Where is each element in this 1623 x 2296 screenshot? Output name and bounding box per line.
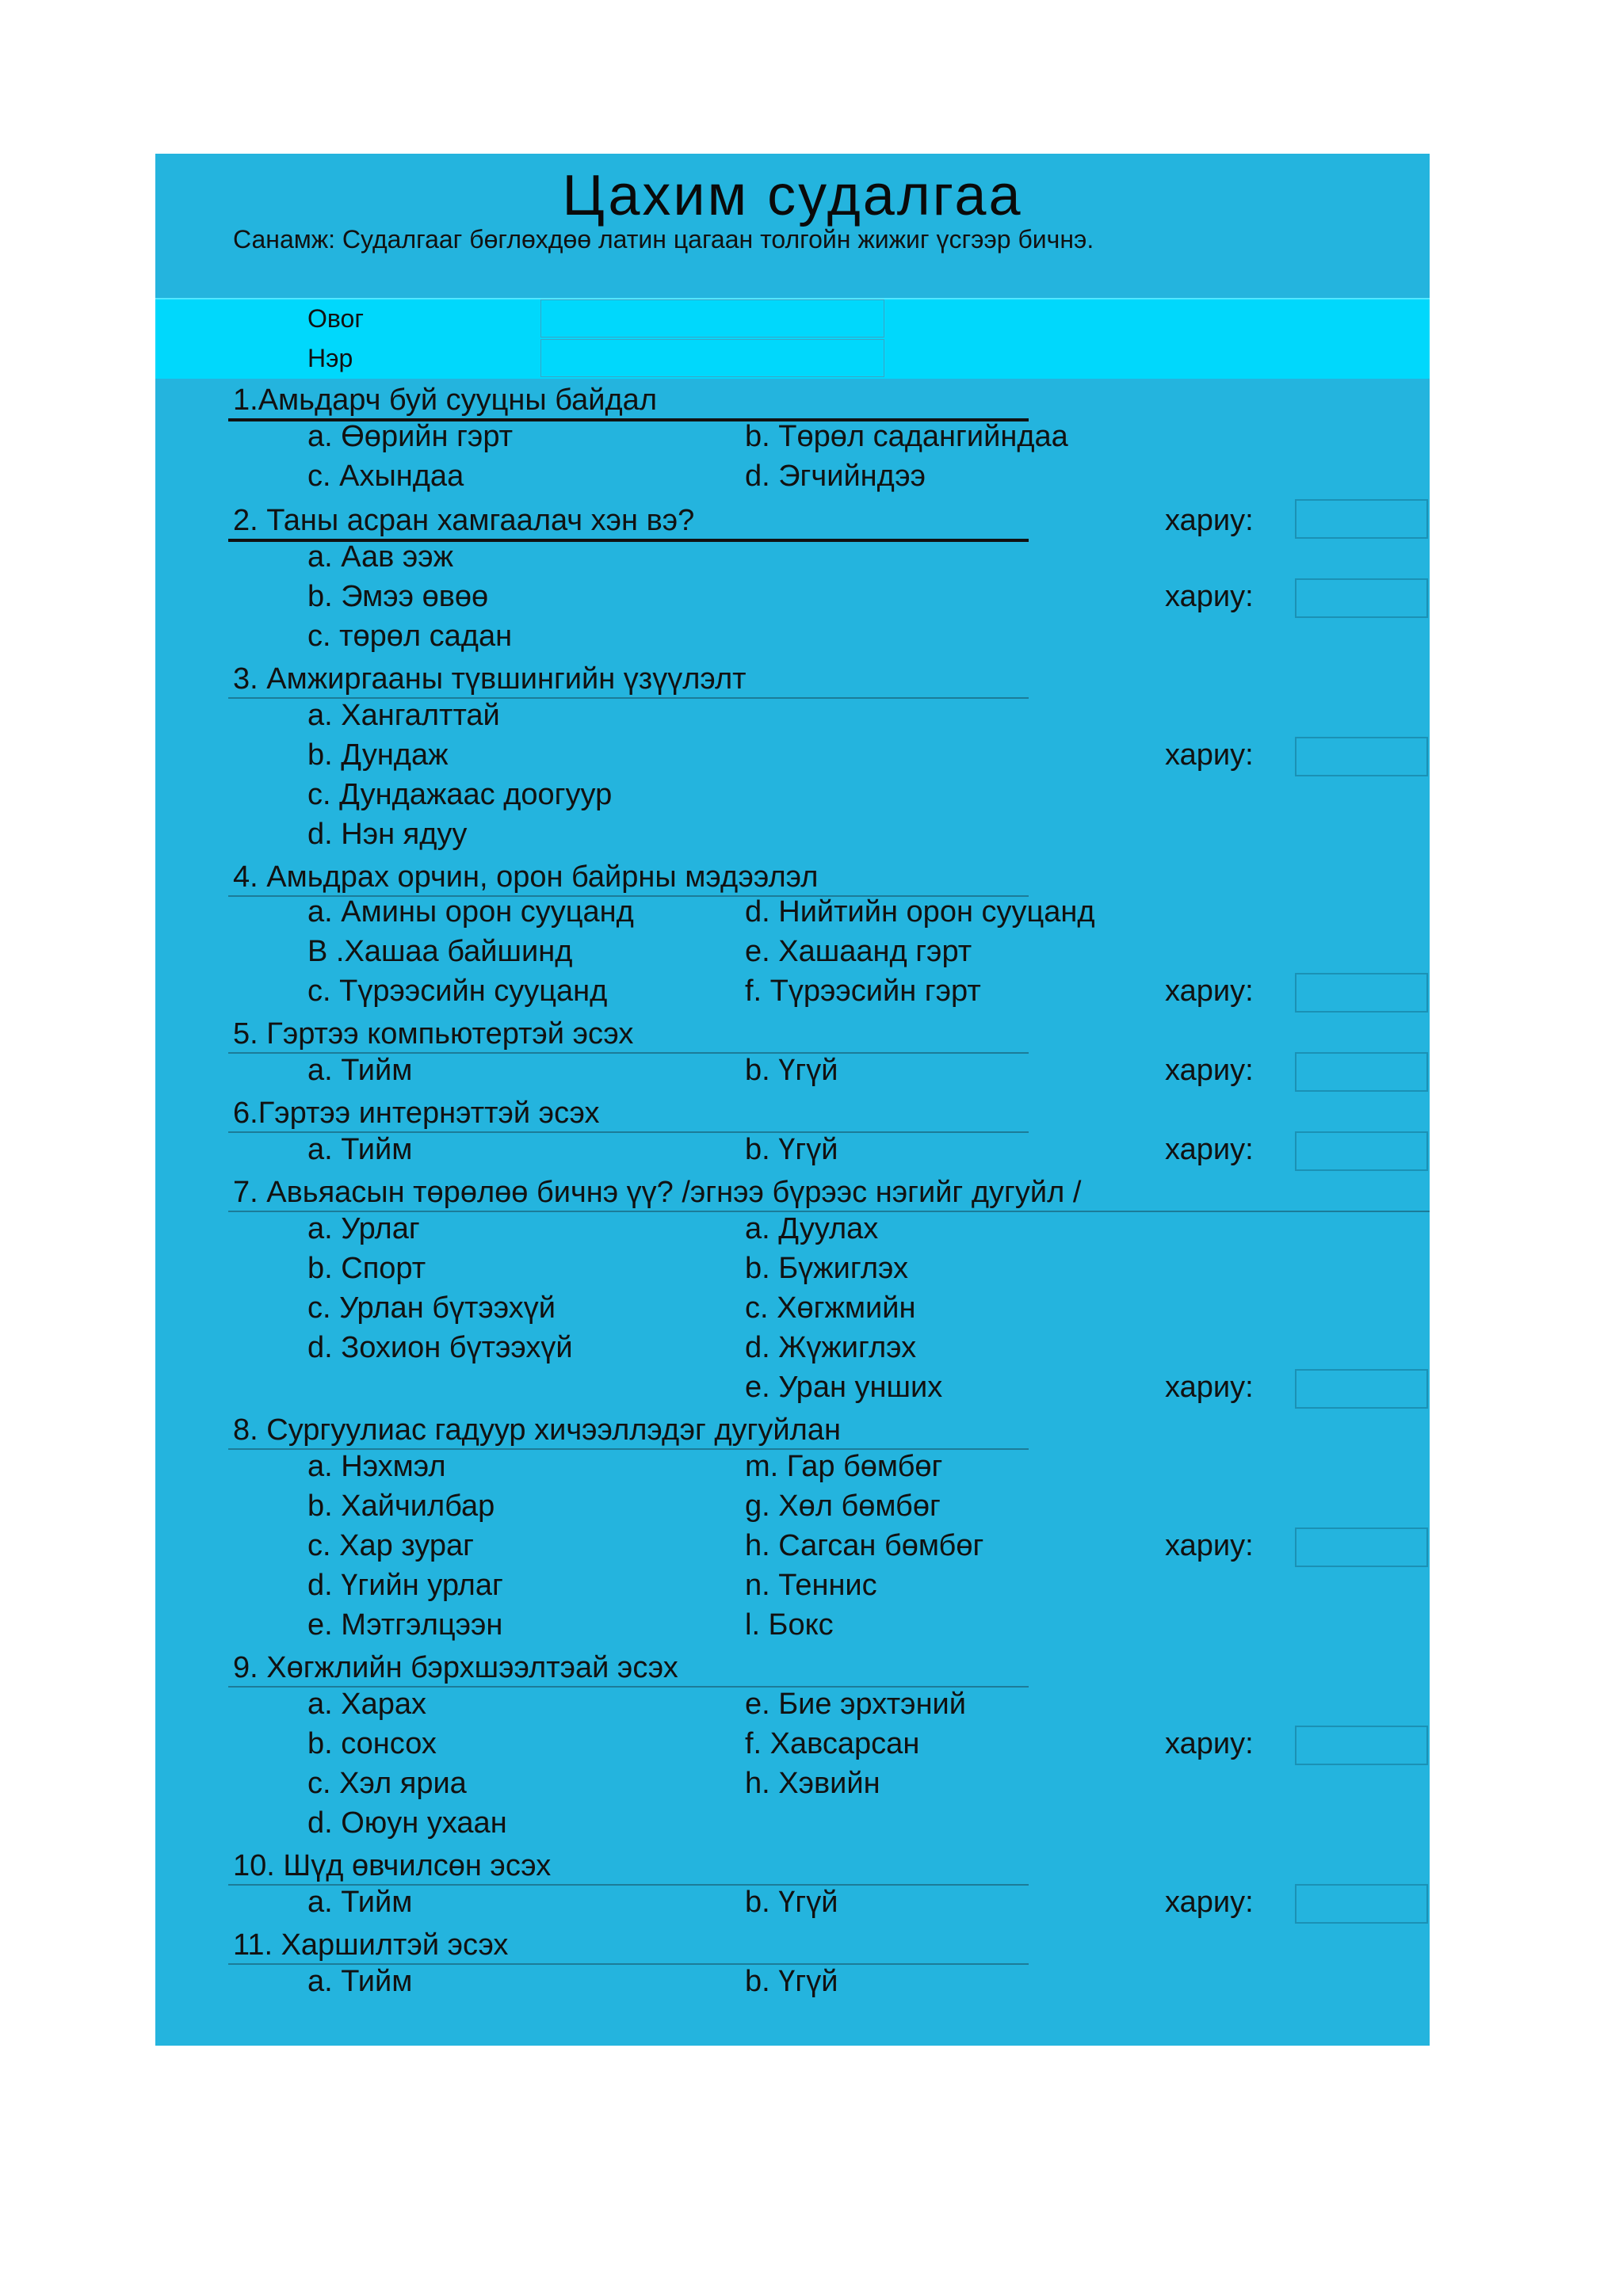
q8-option-e[interactable]: e. Мэтгэлцээн <box>307 1608 503 1642</box>
answer-box-q6[interactable] <box>1295 1131 1428 1171</box>
q8-option-a[interactable]: a. Нэхмэл <box>307 1450 446 1483</box>
question-5: 5. Гэртээ компьютертэй эсэх <box>233 1017 634 1051</box>
question-11: 11. Харшилтэй эсэх <box>233 1928 509 1962</box>
answer-label-q3: хариу: <box>1165 738 1254 772</box>
q7-option-d2[interactable]: d. Жүжиглэх <box>745 1331 917 1364</box>
question-4: 4. Амьдрах орчин, орон байрны мэдээлэл <box>233 860 819 894</box>
q3-option-d[interactable]: d. Нэн ядуу <box>307 818 468 851</box>
q7-option-a1[interactable]: a. Урлаг <box>307 1212 420 1245</box>
answer-box-q9[interactable] <box>1295 1726 1428 1765</box>
q8-option-c[interactable]: c. Хар зураг <box>307 1529 474 1562</box>
q7-option-b1[interactable]: b. Спорт <box>307 1252 426 1285</box>
q3-option-c[interactable]: c. Дундажаас доогуур <box>307 778 613 811</box>
question-1: 1.Амьдарч буй сууцны байдал <box>233 383 657 417</box>
q7-option-c1[interactable]: c. Урлан бүтээхүй <box>307 1291 556 1325</box>
q9-option-f[interactable]: f. Хавсарсан <box>745 1727 920 1760</box>
answer-box-q5[interactable] <box>1295 1052 1428 1092</box>
q10-option-b[interactable]: b. Үгүй <box>745 1886 838 1919</box>
q8-option-l[interactable]: l. Бокс <box>745 1608 834 1642</box>
question-2: 2. Таны асран хамгаалач хэн вэ? <box>233 504 695 537</box>
q9-option-a[interactable]: a. Харах <box>307 1688 426 1721</box>
q9-option-d[interactable]: d. Оюун ухаан <box>307 1806 507 1840</box>
instruction-note: Санамж: Судалгааг бөглөхдөө латин цагаан толгойн жижиг үсгээр бичнэ. <box>233 225 1094 254</box>
answer-label-q6: хариу: <box>1165 1133 1254 1166</box>
answer-label-q9: хариу: <box>1165 1727 1254 1760</box>
answer-label-q4: хариу: <box>1165 974 1254 1008</box>
identity-band <box>155 298 1430 379</box>
answer-label-q10: хариу: <box>1165 1886 1254 1919</box>
q8-option-m[interactable]: m. Гар бөмбөг <box>745 1450 943 1483</box>
question-3: 3. Амжиргааны түвшингийн үзүүлэлт <box>233 662 747 696</box>
q9-option-e[interactable]: e. Бие эрхтэний <box>745 1688 967 1721</box>
q9-option-h[interactable]: h. Хэвийн <box>745 1767 880 1800</box>
answer-label-q2: хариу: <box>1165 580 1254 613</box>
q4-option-b[interactable]: B .Хашаа байшинд <box>307 935 573 968</box>
q6-option-b[interactable]: b. Үгүй <box>745 1133 838 1166</box>
q4-option-e[interactable]: e. Хашаанд гэрт <box>745 935 972 968</box>
q5-option-a[interactable]: a. Тийм <box>307 1054 413 1087</box>
q2-option-a[interactable]: a. Аав ээж <box>307 540 454 574</box>
q2-option-c[interactable]: c. төрөл садан <box>307 620 513 653</box>
answer-label-q1: хариу: <box>1165 504 1254 537</box>
answer-label-q5: хариу: <box>1165 1054 1254 1087</box>
q11-option-a[interactable]: a. Тийм <box>307 1965 413 1998</box>
q7-option-c2[interactable]: c. Хөгжмийн <box>745 1291 916 1325</box>
name-label: Нэр <box>307 344 353 372</box>
answer-label-q8: хариу: <box>1165 1529 1254 1562</box>
q3-option-b[interactable]: b. Дундаж <box>307 738 449 772</box>
question-7: 7. Авьяасын төрөлөө бичнэ үү? /эгнээ бүрээс нэгийг дугуйл / <box>233 1176 1082 1209</box>
q8-option-b[interactable]: b. Хайчилбар <box>307 1489 495 1523</box>
question-9: 9. Хөгжлийн бэрхшээлтэай эсэх <box>233 1651 678 1684</box>
q8-option-n[interactable]: n. Теннис <box>745 1569 877 1602</box>
q4-option-a[interactable]: a. Амины орон сууцанд <box>307 895 634 929</box>
answer-box-q1[interactable] <box>1295 499 1428 539</box>
page-title: Цахим судалгаа <box>562 164 1023 227</box>
q7-option-b2[interactable]: b. Бүжиглэх <box>745 1252 908 1285</box>
q8-option-g[interactable]: g. Хөл бөмбөг <box>745 1489 941 1523</box>
answer-box-q2[interactable] <box>1295 578 1428 618</box>
q8-option-d[interactable]: d. Үгийн урлаг <box>307 1569 503 1602</box>
q1-option-a[interactable]: a. Өөрийн гэрт <box>307 420 514 453</box>
q1-option-b[interactable]: b. Төрөл садангийндаа <box>745 420 1068 453</box>
answer-box-q7[interactable] <box>1295 1369 1428 1409</box>
answer-box-q8[interactable] <box>1295 1527 1428 1567</box>
q1-option-d[interactable]: d. Эгчийндээ <box>745 460 926 493</box>
surname-label: Овог <box>307 304 364 333</box>
answer-label-q7: хариу: <box>1165 1371 1254 1404</box>
answer-box-q10[interactable] <box>1295 1884 1428 1924</box>
q8-option-h[interactable]: h. Сагсан бөмбөг <box>745 1529 984 1562</box>
q6-option-a[interactable]: a. Тийм <box>307 1133 413 1166</box>
q10-option-a[interactable]: a. Тийм <box>307 1886 413 1919</box>
surname-field[interactable] <box>540 299 884 338</box>
q2-option-b[interactable]: b. Эмээ өвөө <box>307 580 489 613</box>
q4-option-f[interactable]: f. Түрээсийн гэрт <box>745 974 981 1008</box>
q11-option-b[interactable]: b. Үгүй <box>745 1965 838 1998</box>
answer-box-q3[interactable] <box>1295 737 1428 776</box>
q7-option-e2[interactable]: e. Уран унших <box>745 1371 943 1404</box>
question-8: 8. Сургуулиас гадуур хичээллэдэг дугуйлан <box>233 1413 841 1447</box>
q5-option-b[interactable]: b. Үгүй <box>745 1054 838 1087</box>
q4-option-d[interactable]: d. Нийтийн орон сууцанд <box>745 895 1095 929</box>
answer-box-q4[interactable] <box>1295 973 1428 1013</box>
q1-option-c[interactable]: c. Ахындаа <box>307 460 464 493</box>
name-field[interactable] <box>540 339 884 377</box>
question-6: 6.Гэртээ интернэттэй эсэх <box>233 1097 600 1130</box>
q7-option-d1[interactable]: d. Зохион бүтээхүй <box>307 1331 573 1364</box>
q9-option-c[interactable]: c. Хэл яриа <box>307 1767 467 1800</box>
question-10: 10. Шүд өвчилсөн эсэх <box>233 1849 552 1882</box>
q7-option-a2[interactable]: a. Дуулах <box>745 1212 879 1245</box>
q3-option-a[interactable]: a. Хангалттай <box>307 699 500 732</box>
survey-sheet <box>155 154 1430 2046</box>
q9-option-b[interactable]: b. сонсох <box>307 1727 437 1760</box>
q4-option-c[interactable]: c. Түрээсийн сууцанд <box>307 974 608 1008</box>
